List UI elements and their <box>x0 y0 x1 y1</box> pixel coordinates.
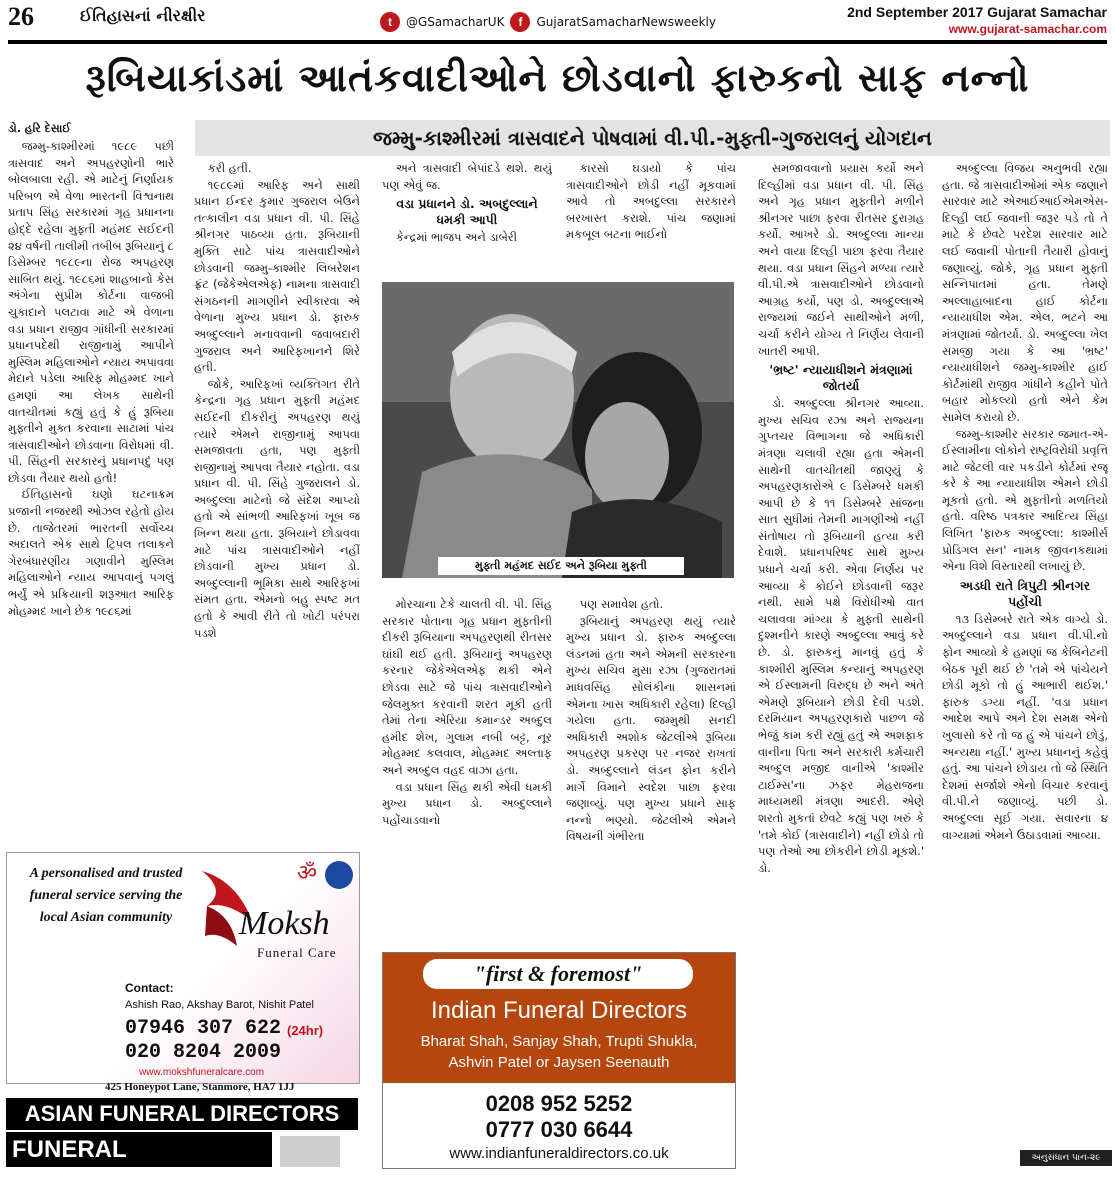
ifd-name: Indian Funeral Directors <box>430 997 688 1024</box>
paragraph: જોકે, આરિફખાં વ્યક્તિગત રીતે કેન્દ્રના ગૃહ પ્રધાન મુફ્તી મહંમદ સઈદની દીકરીનું અપહરણ થયું ત્યારે એમને રાજીનામું આપવા સમજાવતા હતા, પણ મુફ્તી રાજીનામું આપવા તૈયાર નહોતા. વડા પ્રધાન વી. પી. સિંહે ગુજરાલને ડો. અબ્દુલ્લા માટેનો જે સંદેશ આપ્યો હતો એ સાંભળી આરિફખાં ખૂબ જ ખિન્ન થયા હતા. રૂબિયાને છોડાવવા માટે પાંચ ત્રાસવાદીઓને નહીં છોડવાની મુખ્ય પ્રધાન ડો. અબ્દુલ્લાની ભૂમિકા સાથે આરિફખાં સંમત હતા. એમનો બહુ સ્પષ્ટ મત હતો કે આવી રીતે તો ખોટી પરંપરા પડશે <box>194 376 360 640</box>
section-title: ઈતિહાસનાં નીરક્ષીર <box>80 6 206 25</box>
article-column-2 <box>194 160 360 840</box>
moksh-brand-sub: Funeral Care <box>257 945 337 960</box>
moksh-website[interactable]: www.mokshfuneralcare.com <box>139 1067 265 1078</box>
moksh-phone-1[interactable]: 07946 307 622 <box>125 1017 282 1040</box>
paragraph: કારસો ઘડાયો કે પાંચ ત્રાસવાદીઓને છોડી નહીં મૂકવામાં આવે તો અબદુલ્લા સરકારને બરખાસ્ત કરાશે. પાંચ જણામાં મકબૂલ બટના ભાઈનો <box>566 161 736 242</box>
paragraph: ૧૩ ડિસેમ્બરે રાતે એક વાગ્યે ડો. અબ્દુલ્લાને વડા પ્રધાન વી.પી.નો ફોન આવ્યો કે હમણાં જ કેબિનેટની બેઠક પૂરી થઈ છે 'તમે એ પાંચેયને છોડી મૂકો તો હું આભારી થઈશ.' ફારુક ડગ્યા નહીં. 'વડા પ્રધાન આદેશ આપે અને દેશ સમક્ષ એનો ખુલાસો કરે તો જ હું એ પાંચને છોડું, અન્યથા નહીં.' મુખ્ય પ્રધાનનું કહેવું હતું. આ પાંચને છોડાય તો જે સ્થિતિ દેશમાં સર્જાશે એનો વિચાર કરવાનું વી.પી.ને જણાવ્યું. પછી ડો. અબ્દુલ્લા સૂઈ ગયા. સવારના ૪ વાગ્યામાં એમને ઉઠાડવામાં આવ્યા. <box>942 611 1108 842</box>
paragraph: અબ્દુલ્લા વિજય અનુભવી રહ્યા હતા. જે ત્રાસવાદીઓમાં એક જણાને સારવાર માટે એઆઈઆઈએમએસ-દિલ્હી લઈ જવાની જરૂર પડે તો તે માટે કે છેવટે પરદેશ સારવાર માટે લઈ જવાની પોતાની તૈયારી હોવાનું જણાવ્યું. જોકે, ગૃહ પ્રધાન મુફ્તી સન્નિપાતમાં હતા. તેમણે અલ્લાહાબાદના હાઈ કોર્ટના ન્યાયાધીશ એમ. એલ. ભટને આ મંત્રણામાં જોતર્યા. ડો. અબ્દુલ્લા ખેલ સમજી ગયા કે આ 'ભ્રષ્ટ' ન્યાયાધીશને જમ્મુ-કાશ્મીર હાઈ કોર્ટમાંથી રાજીવ ગાંધીને કહીને પોતે બહાર મોકલ્યો હતો એને કેમ સામેલ કરાયો છે. <box>942 161 1108 424</box>
twitter-handle[interactable]: @GSamacharUK <box>406 15 505 29</box>
social-links <box>380 12 716 32</box>
article-column-5 <box>758 160 924 1165</box>
swan-emblem-icon <box>325 861 353 889</box>
phone-24hr-note: (24hr) <box>287 1023 324 1038</box>
byline: ડો. હરિ દેસાઈ <box>8 122 71 135</box>
article-column-4-top <box>566 160 736 278</box>
publication-name: Gujarat Samachar <box>987 4 1107 20</box>
article-column-4-bottom <box>566 596 736 946</box>
moksh-funeral-ad[interactable] <box>6 852 360 1093</box>
facebook-icon[interactable]: f <box>510 12 530 32</box>
moksh-tagline: A personalised and trusted funeral service serving the local Asian community <box>29 866 183 925</box>
contact-names: Ashish Rao, Akshay Barot, Nishit Patel <box>125 999 314 1011</box>
contact-heading: Contact: <box>125 981 174 995</box>
section-heading: 'ભ્રષ્ટ' ન્યાયાધીશને મંત્રણામાં જોતર્યા <box>769 362 913 394</box>
paragraph: મોરચાના ટેકે ચાલતી વી. પી. સિંહ સરકાર પોતાના ગૃહ પ્રધાન મુફ્તીની દીકરી રૂબિયાના અપહરણથી રીતસર ઘાંઘી થઈ હતી. રૂબિયાનું અપહરણ કરનાર જેકેએલએફ થકી એને છોડવા સાટે જે પાંચ ત્રાસવાદીઓને જેલમુક્ત કરવાની શરત મૂકી હતી તેમાં તેના એરિયા કમાન્ડર અબ્દુલ હમીદ શેખ, ગુલામ નબી બટ્ટ, નૂર મોહમ્મદ કલવાલ, મોહમ્મદ અલ્તાફ અને અબ્દુલ વહદ વાઝા હતા. <box>382 597 552 777</box>
article-column-1 <box>8 138 174 840</box>
paragraph: અને ત્રાસવાદી બેપાંદડે થશે. થયું પણ એવું જ. <box>382 161 552 192</box>
article-column-3-bottom <box>382 596 552 946</box>
asian-funeral-ad-title[interactable]: ASIAN FUNERAL DIRECTORS <box>6 1098 358 1130</box>
ifd-names-line-1: Bharat Shah, Sanjay Shah, Trupti Shukla, <box>420 1033 698 1050</box>
twitter-icon[interactable]: t <box>380 12 400 32</box>
header-rule <box>8 40 1107 44</box>
article-photo <box>382 282 734 578</box>
ifd-slogan: "first & foremost" <box>423 959 693 989</box>
paragraph: પણ સમાવેશ હતો. <box>579 597 664 611</box>
om-symbol-icon: ॐ <box>297 861 318 886</box>
paragraph: ઈતિહાસનો ઘણો ઘટનાક્રમ પ્રજાની નજરથી ઓઝલ રહેતો હોય છે. તાજેતરમાં ભારતની સર્વોચ્ચ અદાલતે એક સાથે ટ્રિપલ તલાકને ગેરબંધારણીય ગણાવીને મુસ્લિમ મહિલાઓને ન્યાય આપવાનું પગલું ભર્યું એ પ્રક્રિયાની શરૂઆત આરિફ મોહમ્મદ ખાને છેક ૧૯૮૬માં <box>8 487 174 618</box>
continued-note: અનુસંધાન પાન-૨૯ <box>1020 1150 1112 1166</box>
moksh-brand: Moksh <box>239 905 330 942</box>
ifd-phone-2[interactable]: 0777 030 6644 <box>485 1117 633 1142</box>
paragraph: જમ્મુ-કાશ્મીરમાં ૧૯૮૯ પછી ત્રાસવાદ અને અપહરણોની ભારે બોલબાલા રહી. એ માટેનું નિર્ણાયક પરિબળ એ વેળા ભારતની વિશ્વનાથ પ્રતાપ સિંહ સરકારમાં ગૃહ પ્રધાનના હોદ્દે રહેલા મુફ્તી મહંમદ સઈદની ૨૪ વર્ષની તાલીમી તબીબ રૂબિયાનું ૮ ડિસેમ્બર ૧૯૮૯ના રોજ અપહરણ સાબિત થયું. ૧૯૮૬માં શાહબાનો કેસ અંગેના સુપ્રીમ કોર્ટના વાજબી ચુકાદાને પલટાવા માટે એ વેળાના વડા પ્રધાન રાજીવ ગાંધીની સરકારમાં પ્રધાનપદેથી રાજીનામું આપીને મુસ્લિમ મહિલાઓને ન્યાય અપાવવા મેદાને પડેલા આરિફ મોહમ્મદ ખાને હમણાં આ લેખક સાથેની વાતચીતમાં કહ્યું હતું કે હું રૂબિયા મુફ્તીને મુક્ત કરવાના સાટામાં પાંચ ત્રાસવાદીઓને છોડવાના વિરોધમાં વી. પી. સિંહની સરકારનું પ્રધાનપદું પણ છોડવા તૈયાર થયો હતો! <box>8 139 174 485</box>
ifd-names-line-2: Ashvin Patel or Jaysen Seenauth <box>448 1054 670 1071</box>
paragraph: જમ્મુ-કાશ્મીર સરકાર જમાત-એ-ઈસ્લામીના લોકોને રાષ્ટ્રવિરોધી પ્રવૃત્તિ માટે જેટલી વાર પકડીને કોર્ટમાં રજૂ કરે કે આ ન્યાયાધીશ એમને છોડી મૂકતો હતો. એ મુફ્તીનો મળતિયો હતો. વરિષ્ઠ પત્રકાર આદિત્ય સિંહા લિખિત 'ફારુક અબ્દુલ્લા: કાશ્મીર્સ પ્રોડિગલ સન' નામક જીવનકથામાં એના વિશે વિસ્તારથી લખાયું છે. <box>942 426 1108 574</box>
paragraph: રૂબિયાનું અપહરણ થયું ત્યારે મુખ્ય પ્રધાન ડો. ફારુક અબ્દુલ્લા લંડનમાં હતા અને એમની સરકારના મુખ્ય સચિવ મુસા રઝા (ગુજરાતમાં માધવસિંહ સોલંકીના શાસનમાં એમના ખાસ અધિકારી રહેલા) દિલ્હી ગયેલા હતા. જમ્મુથી સનદી અધિકારી અશોક જેટલીએ રૂબિયા અપહરણ પ્રકરણ પર નજર રાખતાં ડો. અબ્દુલ્લાને લંડન ફોન કરીને માર્ગે વિમાને સ્વદેશ પાછા ફરવા જણાવ્યું. પણ મુખ્ય પ્રધાને સાફ નન્નો ભણ્યો. જેટલીએ એમને વિષયની ગંભીરતા <box>566 613 736 844</box>
ifd-website[interactable]: www.indianfuneraldirectors.co.uk <box>449 1145 669 1162</box>
article-column-3-top <box>382 160 552 278</box>
section-heading: અડધી રાતે ત્રિપુટી શ્રીનગર પહોંચી <box>959 577 1091 609</box>
dateline <box>847 4 1107 20</box>
asian-funeral-ad-subtitle: FUNERAL DIRECTORS <box>6 1132 272 1167</box>
section-heading: વડા પ્રધાનને ડો. અબદુલ્લાને ધમકી આપી <box>396 196 538 228</box>
publication-website[interactable]: www.gujarat-samachar.com <box>948 22 1107 36</box>
issue-date: 2nd September 2017 <box>847 4 984 20</box>
ifd-phone-1[interactable]: 0208 952 5252 <box>485 1091 633 1116</box>
paragraph: ૧૯૮૯માં આરિફ અને સાથી પ્રધાન ઈન્દર કુમાર ગુજરાલ બેઉને તત્કાલીન વડા પ્રધાન વી. પી. સિંહે શ્રીનગર પાઠવ્યા હતા. રૂબિયાની મુક્તિ સાટે પાંચ ત્રાસવાદીઓને છોડવાની જમ્મુ-કાશ્મીર લિબરેશન ફ્રંટ (જેકેએલએફ) નામના ત્રાસવાદી સંગઠનની માગણીને સ્વીકારવા એ વેળાના મુખ્ય પ્રધાન ડો. ફારુક અબ્દુલ્લાને મનાવવાની જવાબદારી ગુજરાલ અને આરિફખાનને શિરે હતી. <box>194 177 360 375</box>
paragraph: કેન્દ્રમાં ભાજપ અને ડાબેરી <box>395 230 518 245</box>
paragraph: સમજાવવાનો પ્રયાસ કર્યો અને દિલ્હીમાં વડા પ્રધાન વી. પી. સિંહ અને ગૃહ પ્રધાન મુફ્તીને મળીને શ્રીનગર પાછા ફરવા રીતસર દુરાગ્રહ કર્યો. આખરે ડો. અબ્દુલ્લા માન્યા અને વાયા દિલ્હી પાછા ફરવા તૈયાર થયા. વડા પ્રધાન સિંહને મળ્યા ત્યારે વી.પી.એ ત્રાસવાદીઓને છોડવાનો આગ્રહ કર્યો, પણ ડો. અબ્દુલ્લાએ રાજ્યમાં જઈને સાથીઓને મળી, ચર્ચા કરીને યોગ્ય તે નિર્ણય લેવાની ખાતરી આપી. <box>758 161 924 358</box>
article-column-6 <box>942 160 1108 1145</box>
paragraph: વડા પ્રધાન સિંહ થકી એવી ધમકી મુખ્ય પ્રધાન ડો. અબ્દુલ્લાને પહોંચાડવાનો <box>382 779 552 827</box>
asian-funeral-ad-photo <box>280 1136 340 1167</box>
moksh-phone-2[interactable]: 020 8204 2009 <box>125 1041 282 1064</box>
subheadline: જમ્મુ-કાશ્મીરમાં ત્રાસવાદને પોષવામાં વી.પી.-મુફ્તી-ગુજરાલનું યોગદાન <box>195 120 1110 156</box>
indian-funeral-directors-ad[interactable] <box>382 952 736 1169</box>
paragraph: કરી હતી. <box>207 161 252 175</box>
paragraph: ડો. અબ્દુલ્લા શ્રીનગર આવ્યા. મુખ્ય સચિવ રઝા અને રાજ્યના ગુપ્તચર વિભાગના જે અધિકારી મંત્રણા ચલાવી રહ્યા હતા એમની સાથેની વાતચીતથી જાણ્યું કે અપહરણકારોએ ૯ ડિસેમ્બરે ધમકી આપી છે કે ૧૧ ડિસેમ્બરે સાંજના સાત સુધીમાં તેમની માગણીઓ નહીં સંતોષાય તો રૂબિયાની હત્યા કરી દેવાશે. પ્રધાનપરિષદ સાથે મુખ્ય પ્રધાને ચર્ચા કરી. એવા નિર્ણય પર આવ્યા કે કોઈને છોડવાની જરૂર નથી. સામે પક્ષે વિરોધીઓ વાત ચલાવવા માંગ્યા કે મુફ્તી સાથેની દુશ્મનીને કારણે અબ્દુલ્લા આવું કરે છે. ડો. ફારુકનું માનવું હતું કે કાશ્મીરી મુસ્લિમ કન્યાનું અપહરણ એ ઈસ્લામની વિરુદ્ધ છે અને અંતે એમણે રૂબિયાને છોડી દેવી પડશે. દરમિયાન અપહરણકારો પાછળ જે ભેજું કામ કરી રહ્યું હતું એ અશફાક વાનીના પિતા અને સરકારી કર્મચારી અબ્દુલ મજીદ વાનીએ 'કાશ્મીર ટાઈમ્સ'ના ઝફર મેહરાજના માધ્યમથી મંત્રણા આદરી. એણે શરતો મુકતાં છેવટે કહ્યું પણ ખરું કે 'તમે કોઈ (ત્રાસવાદીને) નહીં છોડો તો પણ તેઓ આ છોકરીને છોડી મૂકશે.' ડો. <box>758 396 924 875</box>
page-number: 26 <box>8 2 34 31</box>
headline: રૂબિયાકાંડમાં આતંકવાદીઓને છોડવાનો ફારુકનો સાફ નન્નો <box>85 56 1030 100</box>
photo-caption: મુફ્તી મહંમદ સઈદ અને રૂબિયા મુફ્તી <box>438 557 684 575</box>
moksh-address: 425 Honeypot Lane, Stanmore, HA7 1JJ <box>105 1081 295 1093</box>
facebook-handle[interactable]: GujaratSamacharNewsweekly <box>536 15 716 29</box>
